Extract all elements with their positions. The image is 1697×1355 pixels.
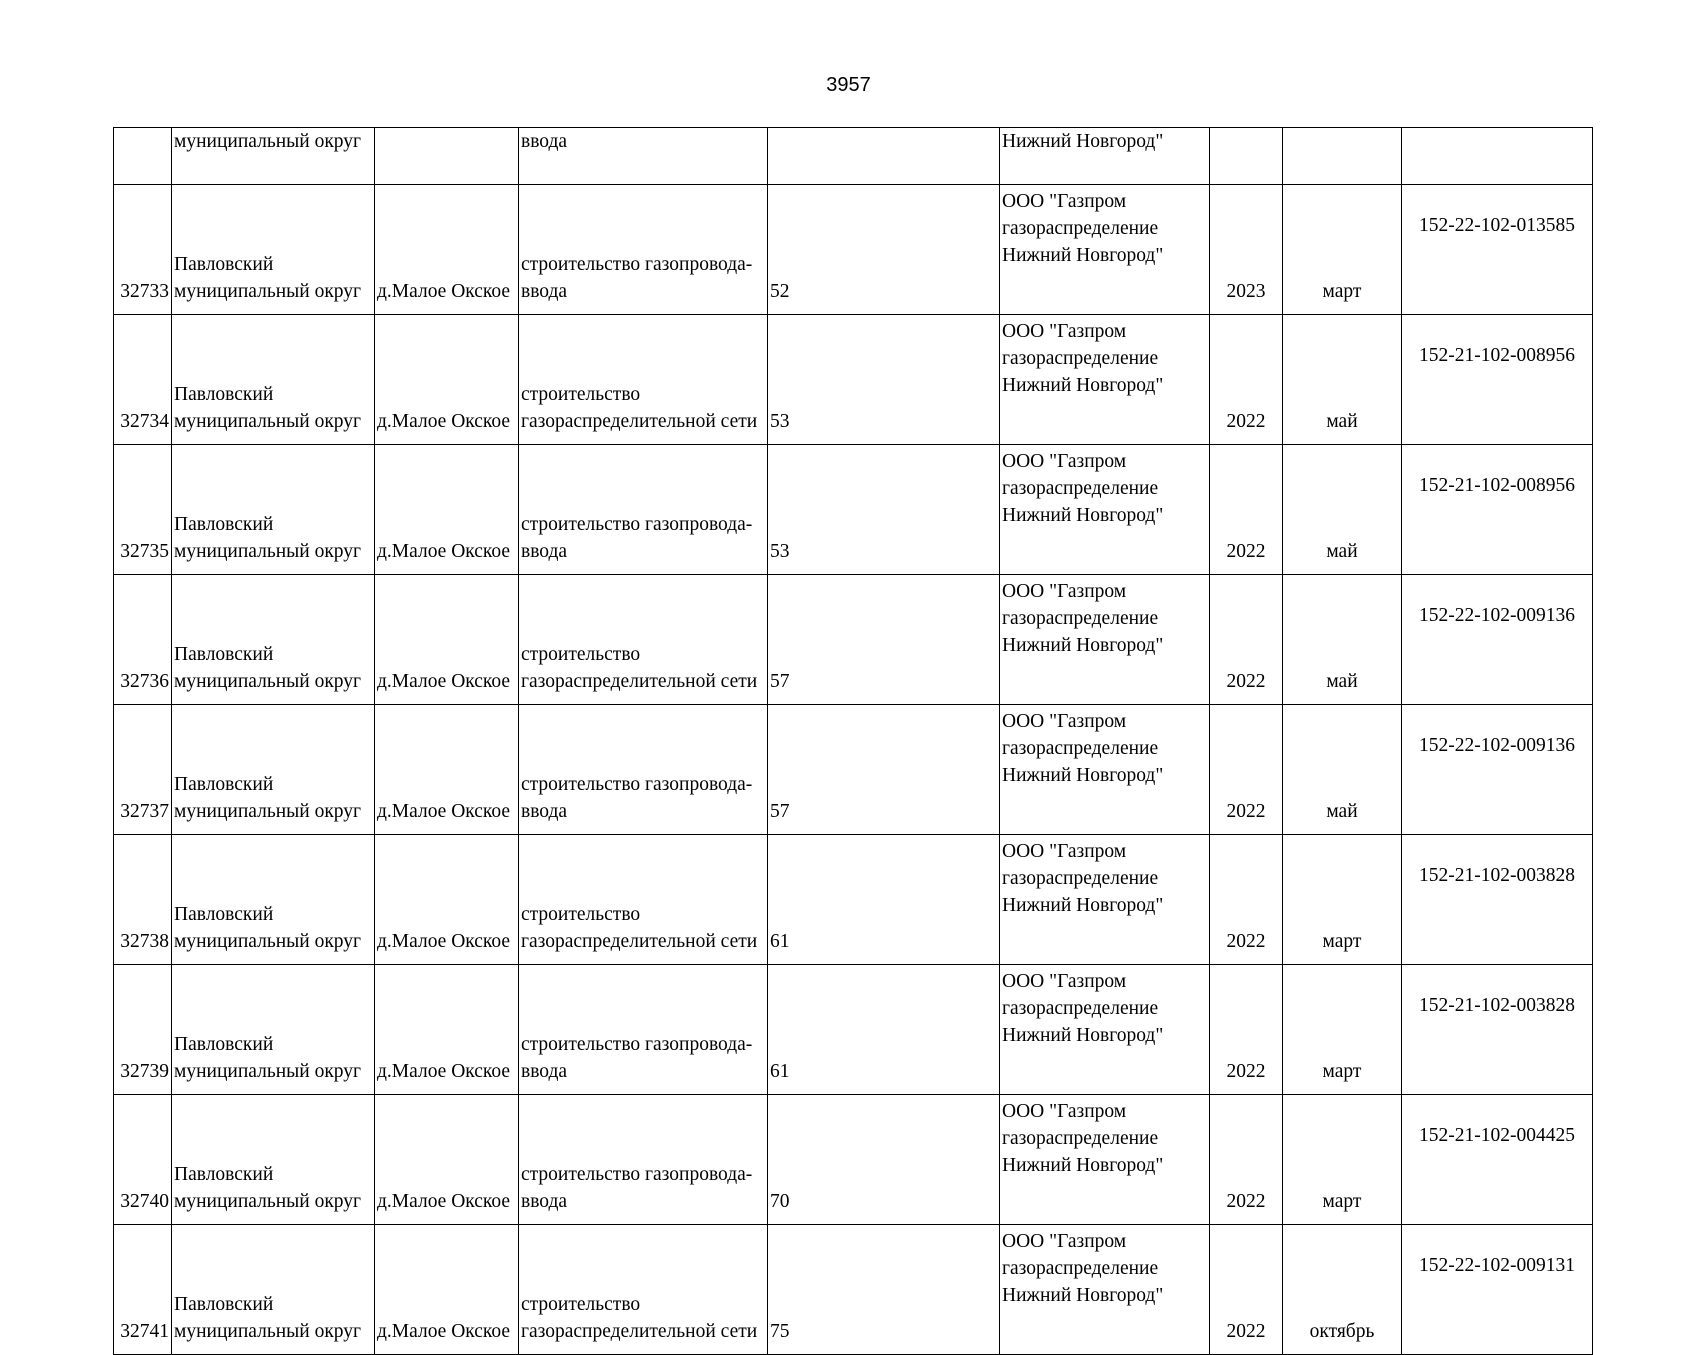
cell-month: май [1283,315,1402,445]
cell-organization [1000,1095,1210,1225]
table-row [114,1095,1593,1225]
work-line: строительство [521,904,641,925]
work-line: ввода [521,1191,568,1212]
cell-count: 61 [768,965,1000,1095]
cell-settlement [375,128,519,185]
cell-month: март [1283,965,1402,1095]
cell-work-type [519,1225,768,1355]
cell-count: 70 [768,1095,1000,1225]
cell-number: 32738 [114,835,172,965]
district-line: муниципальный округ [174,671,362,692]
cell-month [1283,128,1402,185]
district-line: муниципальный округ [174,1321,362,1342]
cell-permit-id: 152-21-102-003828 [1402,965,1593,1095]
cell-month: май [1283,705,1402,835]
cell-year: 2022 [1210,1095,1283,1225]
org-line: газораспределение [1002,608,1159,629]
table-row [114,835,1593,965]
cell-permit-id: 152-22-102-009131 [1402,1225,1593,1355]
district-line: Павловский [174,1164,274,1185]
cell-year: 2022 [1210,835,1283,965]
district-line: муниципальный округ [174,541,362,562]
cell-work-type [519,315,768,445]
cell-organization: Нижний Новгород" [1000,128,1210,185]
cell-organization [1000,965,1210,1095]
district-line: муниципальный округ [174,281,362,302]
cell-settlement: д.Малое Окское [375,835,519,965]
work-line: газораспределительной сети [521,931,758,952]
cell-organization [1000,705,1210,835]
cell-settlement: д.Малое Окское [375,1095,519,1225]
district-line: муниципальный округ [174,411,362,432]
org-line: ООО "Газпром [1002,1101,1127,1122]
cell-year: 2022 [1210,445,1283,575]
work-line: газораспределительной сети [521,1321,758,1342]
table-row [114,315,1593,445]
org-line: ООО "Газпром [1002,1231,1127,1252]
cell-settlement: д.Малое Окское [375,185,519,315]
cell-year [1210,128,1283,185]
cell-district [172,315,375,445]
cell-permit-id: 152-22-102-013585 [1402,185,1593,315]
org-line: Нижний Новгород" [1002,1285,1164,1306]
work-line: ввода [521,1061,568,1082]
cell-number: 32740 [114,1095,172,1225]
cell-number: 32741 [114,1225,172,1355]
org-line: ООО "Газпром [1002,841,1127,862]
org-line: газораспределение [1002,868,1159,889]
cell-district [172,185,375,315]
cell-count: 75 [768,1225,1000,1355]
registry-table [113,127,1593,1355]
org-line: Нижний Новгород" [1002,1025,1164,1046]
cell-month: май [1283,575,1402,705]
cell-settlement: д.Малое Окское [375,965,519,1095]
table-body [114,128,1593,1355]
cell-district [172,1225,375,1355]
cell-work-type [519,1095,768,1225]
cell-permit-id: 152-22-102-009136 [1402,705,1593,835]
cell-count: 57 [768,575,1000,705]
cell-number: 32739 [114,965,172,1095]
org-line: газораспределение [1002,738,1159,759]
cell-number: 32734 [114,315,172,445]
org-line: ООО "Газпром [1002,191,1127,212]
org-line: Нижний Новгород" [1002,505,1164,526]
cell-year: 2022 [1210,965,1283,1095]
cell-district [172,445,375,575]
cell-number: 32736 [114,575,172,705]
cell-work-type [519,575,768,705]
cell-settlement: д.Малое Окское [375,445,519,575]
district-line: Павловский [174,1294,274,1315]
work-line: строительство газопровода- [521,774,753,795]
cell-month: май [1283,445,1402,575]
org-line: газораспределение [1002,1128,1159,1149]
work-line: строительство газопровода- [521,254,753,275]
cell-permit-id: 152-21-102-004425 [1402,1095,1593,1225]
cell-count: 53 [768,445,1000,575]
org-line: Нижний Новгород" [1002,245,1164,266]
work-line: ввода [521,281,568,302]
org-line: ООО "Газпром [1002,451,1127,472]
cell-permit-id: 152-21-102-008956 [1402,445,1593,575]
org-line: ООО "Газпром [1002,711,1127,732]
district-line: муниципальный округ [174,801,362,822]
district-line: Павловский [174,384,274,405]
cell-year: 2023 [1210,185,1283,315]
org-line: ООО "Газпром [1002,321,1127,342]
table-row [114,1225,1593,1355]
district-line: муниципальный округ [174,1061,362,1082]
cell-settlement: д.Малое Окское [375,1225,519,1355]
cell-organization [1000,185,1210,315]
cell-district [172,965,375,1095]
org-line: газораспределение [1002,218,1159,239]
work-line: ввода [521,541,568,562]
cell-month: март [1283,185,1402,315]
cell-organization [1000,445,1210,575]
cell-year: 2022 [1210,1225,1283,1355]
cell-district [172,1095,375,1225]
cell-organization [1000,315,1210,445]
cell-count: 52 [768,185,1000,315]
cell-settlement: д.Малое Окское [375,705,519,835]
cell-settlement: д.Малое Окское [375,315,519,445]
work-line: газораспределительной сети [521,411,758,432]
district-line: муниципальный округ [174,1191,362,1212]
work-line: строительство газопровода- [521,1164,753,1185]
cell-count: 57 [768,705,1000,835]
page-number: 3957 [826,74,871,96]
cell-count: 53 [768,315,1000,445]
cell-month: март [1283,1095,1402,1225]
org-line: Нижний Новгород" [1002,1155,1164,1176]
cell-number: 32737 [114,705,172,835]
cell-district [172,705,375,835]
district-line: муниципальный округ [174,931,362,952]
cell-number: 32735 [114,445,172,575]
table-row [114,185,1593,315]
work-line: строительство [521,644,641,665]
org-line: газораспределение [1002,1258,1159,1279]
cell-work-type [519,965,768,1095]
table-row [114,965,1593,1095]
cell-organization [1000,835,1210,965]
table-row [114,575,1593,705]
work-line: строительство [521,384,641,405]
work-line: строительство газопровода- [521,1034,753,1055]
cell-district [172,835,375,965]
cell-work-type [519,835,768,965]
work-line: строительство газопровода- [521,514,753,535]
district-line: Павловский [174,254,274,275]
work-line: газораспределительной сети [521,671,758,692]
district-line: Павловский [174,514,274,535]
cell-number [114,128,172,185]
cell-permit-id: 152-21-102-008956 [1402,315,1593,445]
cell-month: октябрь [1283,1225,1402,1355]
cell-year: 2022 [1210,575,1283,705]
district-line: Павловский [174,904,274,925]
cell-permit-id: 152-22-102-009136 [1402,575,1593,705]
work-line: ввода [521,801,568,822]
org-line: Нижний Новгород" [1002,635,1164,656]
district-line: Павловский [174,774,274,795]
table-row [114,128,1593,185]
cell-district: муниципальный округ [172,128,375,185]
cell-count [768,128,1000,185]
cell-work-type [519,185,768,315]
org-line: ООО "Газпром [1002,971,1127,992]
cell-organization [1000,575,1210,705]
cell-year: 2022 [1210,705,1283,835]
work-line: строительство [521,1294,641,1315]
cell-permit-id: 152-21-102-003828 [1402,835,1593,965]
cell-work-type: ввода [519,128,768,185]
cell-number: 32733 [114,185,172,315]
table-row [114,705,1593,835]
org-line: Нижний Новгород" [1002,895,1164,916]
cell-work-type [519,445,768,575]
district-line: Павловский [174,1034,274,1055]
cell-count: 61 [768,835,1000,965]
org-line: Нижний Новгород" [1002,375,1164,396]
district-line: Павловский [174,644,274,665]
cell-work-type [519,705,768,835]
cell-organization [1000,1225,1210,1355]
org-line: газораспределение [1002,998,1159,1019]
cell-permit-id [1402,128,1593,185]
org-line: Нижний Новгород" [1002,765,1164,786]
org-line: газораспределение [1002,348,1159,369]
cell-month: март [1283,835,1402,965]
cell-settlement: д.Малое Окское [375,575,519,705]
cell-district [172,575,375,705]
org-line: ООО "Газпром [1002,581,1127,602]
table-row [114,445,1593,575]
org-line: газораспределение [1002,478,1159,499]
cell-year: 2022 [1210,315,1283,445]
